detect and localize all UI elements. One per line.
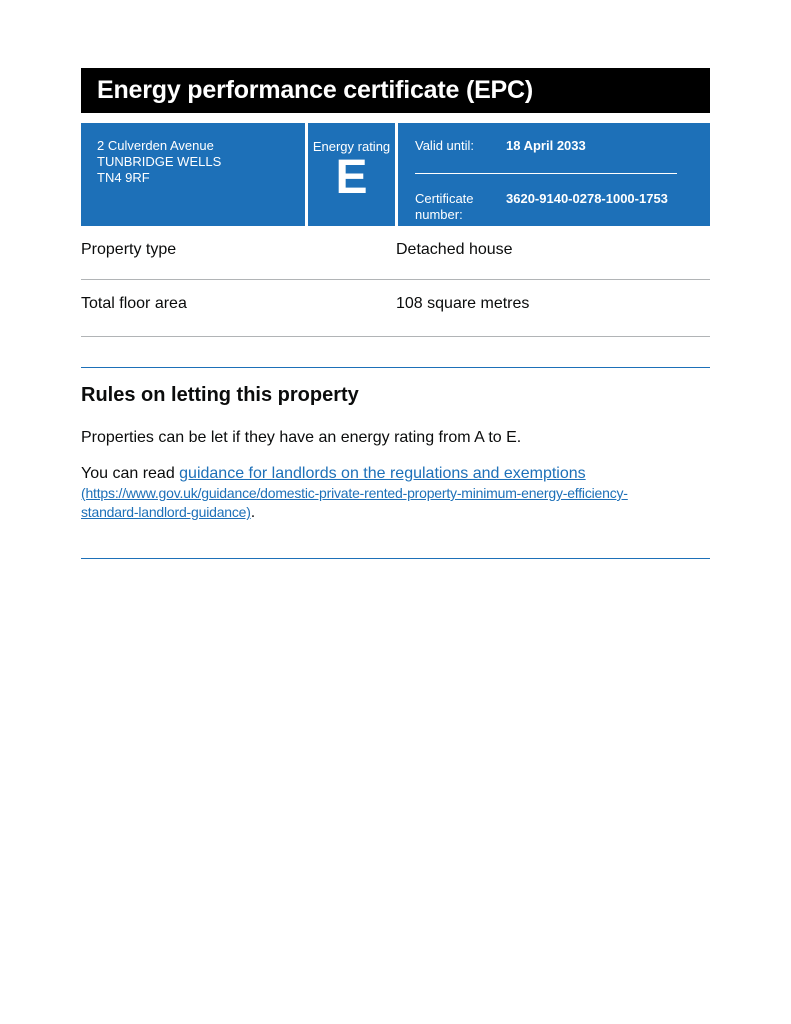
certificate-number-label-line2: number: (415, 207, 463, 222)
page-title: Energy performance certificate (EPC) (81, 68, 710, 113)
letting-rules-paragraph: Properties can be let if they have an energy rating from A to E. (81, 429, 522, 446)
guidance-paragraph (81, 464, 710, 523)
guidance-link[interactable]: guidance for landlords on the regulations and exemptions (179, 465, 586, 482)
guidance-url-line-1[interactable]: (https://www.gov.uk/guidance/domestic-private-rented-property-minimum-energy-efficiency- (81, 485, 628, 501)
epc-page (81, 68, 710, 559)
floor-area-label: Total floor area (81, 295, 187, 312)
detail-row-property-type (81, 226, 710, 280)
guidance-suffix: . (250, 504, 256, 521)
energy-rating-letter: E (335, 151, 368, 204)
summary-panel (81, 123, 710, 226)
certificate-divider (415, 173, 677, 174)
energy-rating-box (308, 123, 395, 226)
guidance-url-line-2[interactable]: standard-landlord-guidance) (81, 504, 251, 520)
energy-rating-label: Energy rating (312, 139, 391, 154)
property-type-value: Detached house (396, 241, 513, 258)
address-town: TUNBRIDGE WELLS (97, 154, 222, 169)
address-line-1: 2 Culverden Avenue (97, 138, 214, 153)
floor-area-value: 108 square metres (396, 295, 530, 312)
valid-until-value: 18 April 2033 (506, 138, 586, 153)
valid-until-row (415, 138, 677, 154)
certificate-number-label-line1: Certificate (415, 191, 474, 206)
letting-rules-heading: Rules on letting this property (81, 384, 359, 406)
certificate-box (398, 123, 710, 226)
address-postcode: TN4 9RF (97, 170, 150, 185)
letting-rules-section (81, 367, 710, 559)
guidance-url-wrap (81, 484, 710, 503)
detail-row-floor-area (81, 280, 710, 337)
guidance-prefix: You can read (81, 465, 180, 482)
property-type-label: Property type (81, 241, 177, 258)
address-box (81, 123, 305, 226)
certificate-number-label (415, 191, 506, 223)
valid-until-label: Valid until: (415, 138, 475, 153)
certificate-number-row (415, 191, 677, 223)
certificate-number-value: 3620-9140-0278-1000-1753 (506, 191, 668, 206)
